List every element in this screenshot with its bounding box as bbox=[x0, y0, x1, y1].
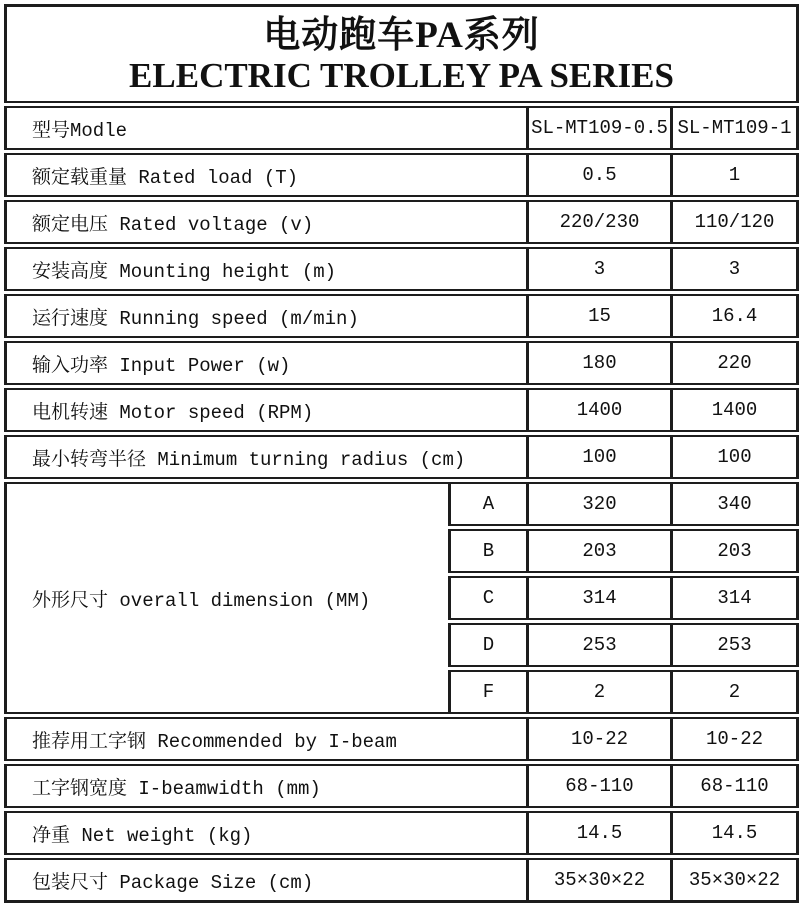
spec-value-cell: 35×30×22 bbox=[672, 857, 798, 902]
spec-label-cell: 额定电压 Rated voltage (v) bbox=[6, 199, 528, 246]
dimension-row-a bbox=[6, 481, 798, 528]
spec-row-turning-radius bbox=[6, 434, 798, 481]
spec-row-ibeam-width bbox=[6, 763, 798, 810]
spec-value-cell: 100 bbox=[672, 434, 798, 481]
spec-value-cell: 2 bbox=[672, 669, 798, 716]
spec-value-cell: 2 bbox=[528, 669, 672, 716]
spec-table bbox=[4, 4, 799, 903]
spec-value-cell: 15 bbox=[528, 293, 672, 340]
spec-label-cell: 安装高度 Mounting height (m) bbox=[6, 246, 528, 293]
spec-label-cell: 运行速度 Running speed (m/min) bbox=[6, 293, 528, 340]
spec-value-cell: 253 bbox=[672, 622, 798, 669]
spec-row-mounting-height bbox=[6, 246, 798, 293]
spec-value-cell: 1 bbox=[672, 152, 798, 199]
spec-label-cell: 电机转速 Motor speed (RPM) bbox=[6, 387, 528, 434]
spec-row-motor-speed bbox=[6, 387, 798, 434]
spec-value-cell: 14.5 bbox=[528, 810, 672, 857]
spec-row-package-size bbox=[6, 857, 798, 902]
dimension-key-cell: A bbox=[450, 481, 528, 528]
spec-value-cell: 14.5 bbox=[672, 810, 798, 857]
spec-value-cell: 314 bbox=[528, 575, 672, 622]
spec-value-cell: 10-22 bbox=[672, 716, 798, 763]
spec-row-input-power bbox=[6, 340, 798, 387]
spec-value-cell: 340 bbox=[672, 481, 798, 528]
dimension-key-cell: C bbox=[450, 575, 528, 622]
spec-value-cell: 1400 bbox=[528, 387, 672, 434]
product-title-en: ELECTRIC TROLLEY PA SERIES bbox=[129, 56, 674, 95]
spec-value-cell: 0.5 bbox=[528, 152, 672, 199]
spec-value-cell: 3 bbox=[528, 246, 672, 293]
spec-value-cell: 314 bbox=[672, 575, 798, 622]
spec-value-cell: 1400 bbox=[672, 387, 798, 434]
spec-label-cell: 推荐用工字钢 Recommended by I-beam bbox=[6, 716, 528, 763]
spec-label-cell: 工字钢宽度 I-beamwidth (mm) bbox=[6, 763, 528, 810]
product-title-zh: 电动跑车PA系列 bbox=[263, 15, 540, 56]
model-name-cell-2: SL-MT109-1 bbox=[672, 105, 798, 152]
spec-value-cell: 16.4 bbox=[672, 293, 798, 340]
dimension-label-cell: 外形尺寸 overall dimension (MM) bbox=[6, 481, 450, 716]
spec-value-cell: 220/230 bbox=[528, 199, 672, 246]
spec-row-recommended-ibeam bbox=[6, 716, 798, 763]
spec-label-cell: 包装尺寸 Package Size (cm) bbox=[6, 857, 528, 902]
spec-value-cell: 3 bbox=[672, 246, 798, 293]
spec-value-cell: 68-110 bbox=[672, 763, 798, 810]
spec-value-cell: 68-110 bbox=[528, 763, 672, 810]
spec-label-cell: 最小转弯半径 Minimum turning radius (cm) bbox=[6, 434, 528, 481]
spec-value-cell: 110/120 bbox=[672, 199, 798, 246]
model-header-label: 型号Modle bbox=[6, 105, 528, 152]
spec-value-cell: 203 bbox=[528, 528, 672, 575]
spec-row-net-weight bbox=[6, 810, 798, 857]
spec-row-running-speed bbox=[6, 293, 798, 340]
spec-value-cell: 320 bbox=[528, 481, 672, 528]
dimension-key-cell: D bbox=[450, 622, 528, 669]
title-cell bbox=[6, 6, 798, 105]
model-name-cell-1: SL-MT109-0.5 bbox=[528, 105, 672, 152]
spec-value-cell: 100 bbox=[528, 434, 672, 481]
title-row bbox=[6, 6, 798, 105]
dimension-key-cell: B bbox=[450, 528, 528, 575]
dimension-key-cell: F bbox=[450, 669, 528, 716]
spec-value-cell: 253 bbox=[528, 622, 672, 669]
spec-label-cell: 输入功率 Input Power (w) bbox=[6, 340, 528, 387]
spec-value-cell: 10-22 bbox=[528, 716, 672, 763]
model-header-row bbox=[6, 105, 798, 152]
spec-value-cell: 203 bbox=[672, 528, 798, 575]
spec-value-cell: 180 bbox=[528, 340, 672, 387]
spec-row-rated-load bbox=[6, 152, 798, 199]
spec-label-cell: 净重 Net weight (kg) bbox=[6, 810, 528, 857]
spec-value-cell: 35×30×22 bbox=[528, 857, 672, 902]
spec-value-cell: 220 bbox=[672, 340, 798, 387]
spec-label-cell: 额定载重量 Rated load (T) bbox=[6, 152, 528, 199]
spec-row-rated-voltage bbox=[6, 199, 798, 246]
